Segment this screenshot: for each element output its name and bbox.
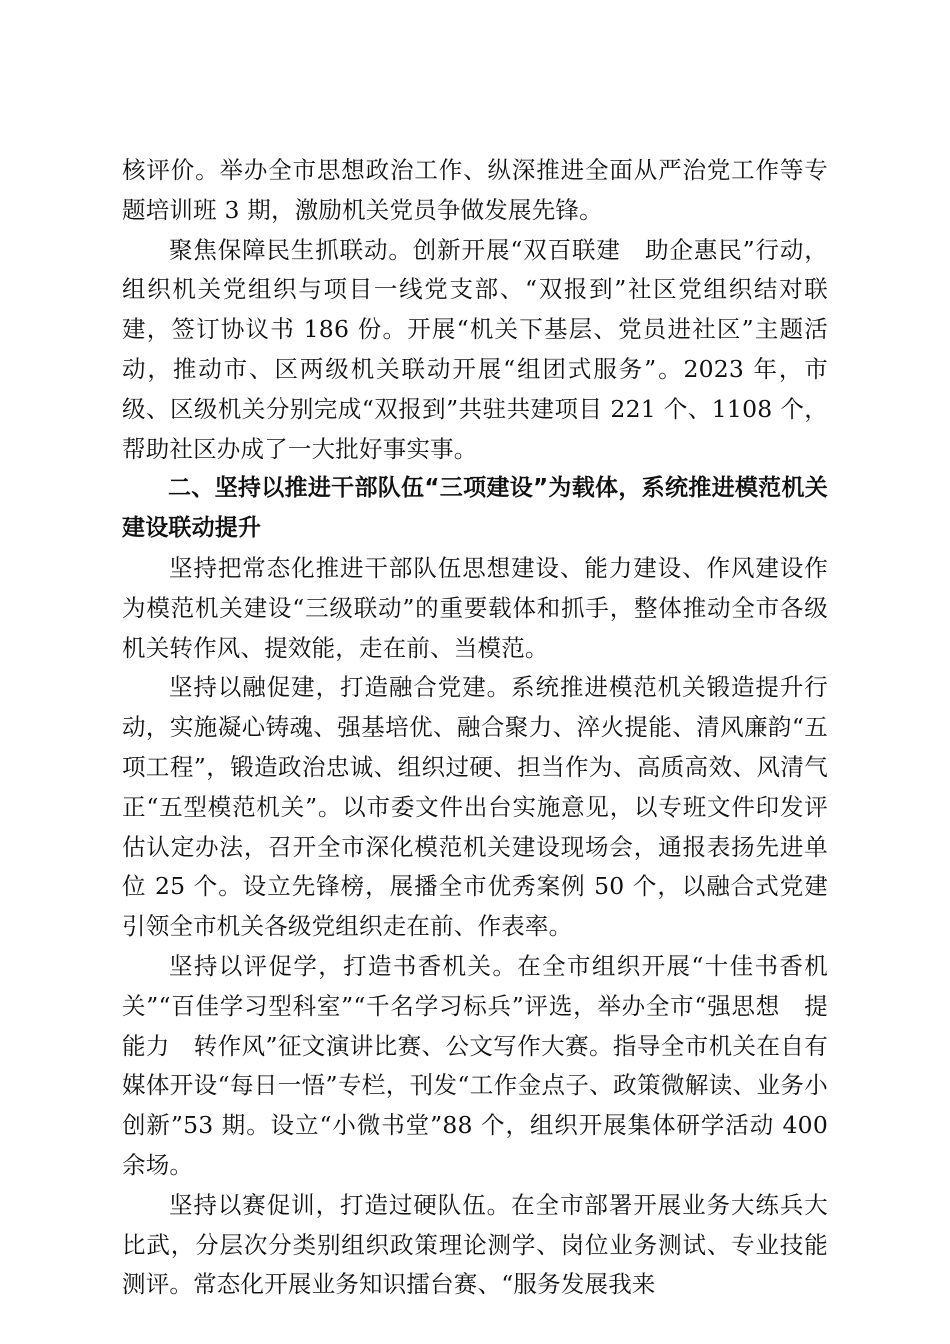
paragraph-integrated-party-building: 坚持以融促建，打造融合党建。系统推进模范机关锻造提升行动，实施凝心铸魂、强基培优、融合聚力、淬火提能、清风廉韵“五项工程”，锻造政治忠诚、组织过硬、担当作为、高质高效、风清气正“五型模范机关”。以市委文件出台实施意见，以专班文件印发评估认定办法，召开全市深化模范机关建设现场会，通报表扬先进单位 25 个。设立先锋榜，展播全市优秀案例 50 个，以融合式党建引领全市机关各级党组织走在前、作表率。 bbox=[122, 673, 828, 941]
paragraph-continuation: 核评价。举办全市思想政治工作、纵深推进全面从严治党工作等专题培训班 3 期，激励机关党员争做发展先锋。 bbox=[122, 156, 828, 224]
paragraph-learning-organs: 坚持以评促学，打造书香机关。在全市组织开展“十佳书香机关”“百佳学习型科室”“千名学习标兵”评选，举办全市“强思想 提能力 转作风”征文演讲比赛、公文写作大赛。指导全市机关在自有媒体开设“每日一悟”专栏，刊发“工作金点子、政策微解读、业务小创新”53 期。设立“小微书堂”88 个，组织开展集体研学活动 400 余场。 bbox=[122, 951, 828, 1179]
paragraph-livelihood-linkage: 聚焦保障民生抓联动。创新开展“双百联建 助企惠民”行动，组织机关党组织与项目一线党支部、“双报到”社区党组织结对联建，签订协议书 186 份。开展“机关下基层、党员进社区”主题活动，推动市、区两级机关联动开展“组团式服务”。2023 年，市级、区级机关分别完成“双报到”共驻共建项目 221 个、1108 个，帮助社区办成了一大批好事实事。 bbox=[122, 235, 828, 463]
paragraph-skills-training: 坚持以赛促训，打造过硬队伍。在全市部署开展业务大练兵大比武，分层次分类别组织政策理论测学、岗位业务测试、专业技能测评。常态化开展业务知识擂台赛、“服务发展我来 bbox=[122, 1190, 828, 1299]
section-heading-2: 二、坚持以推进干部队伍“三项建设”为载体，系统推进模范机关建设联动提升 bbox=[122, 475, 828, 542]
document-body bbox=[122, 151, 828, 1305]
paragraph-section-intro: 坚持把常态化推进干部队伍思想建设、能力建设、作风建设作为模范机关建设“三级联动”的重要载体和抓手，整体推动全市各级机关转作风、提效能，走在前、当模范。 bbox=[122, 553, 828, 662]
